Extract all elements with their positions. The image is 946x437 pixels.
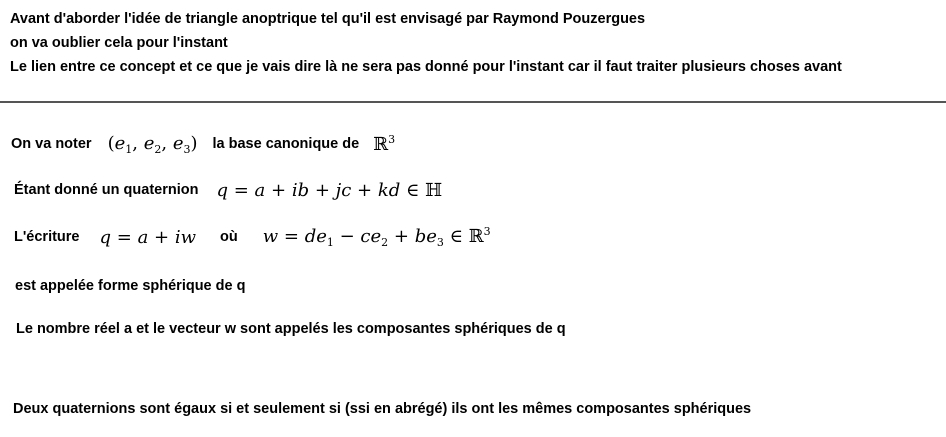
vector-formula: $w = de_1 - ce_2 + be_3$ ∈ ℝ$^3$ xyxy=(262,225,491,249)
forme-text: est appelée forme sphérique de q xyxy=(15,278,246,294)
spherical-form-line xyxy=(15,271,245,301)
spherical-components-line xyxy=(16,314,566,344)
intro-line-2: on va oublier cela pour l'instant xyxy=(10,35,228,51)
quat-prefix-text: Étant donné un quaternion xyxy=(14,182,199,198)
spherical-formula: q = a + iw xyxy=(99,226,197,248)
horizontal-separator xyxy=(0,101,946,103)
equality-line xyxy=(13,394,751,424)
nombre-text: Le nombre réel a et le vecteur w sont appelés les composantes sphériques de q xyxy=(16,321,566,337)
quaternion-line xyxy=(14,175,442,205)
writing-line xyxy=(14,222,491,252)
intro-line-3: Le lien entre ce concept et ce que je vais dire là ne sera pas donné pour l'instant car il faut traiter plusieurs choses avant xyxy=(10,59,842,75)
r3-symbol: ℝ$^3$ xyxy=(373,133,396,155)
base-middle-text: la base canonique de xyxy=(212,136,360,152)
canonical-basis-line xyxy=(11,129,395,159)
intro-line-1: Avant d'aborder l'idée de triangle anoptrique tel qu'il est envisagé par Raymond Pouzergues xyxy=(10,11,646,27)
quaternion-formula: q = a + ib + jc + kd ∈ ℍ xyxy=(216,179,443,201)
basis-formula: ($e_1$, $e_2$, $e_3$) xyxy=(107,132,198,156)
ecriture-prefix-text: L'écriture xyxy=(14,229,80,245)
deux-text: Deux quaternions sont égaux si et seulement si (ssi en abrégé) ils ont les mêmes composantes sphériques xyxy=(13,401,752,417)
base-prefix-text: On va noter xyxy=(11,136,92,152)
ecriture-middle-text: où xyxy=(220,229,238,245)
